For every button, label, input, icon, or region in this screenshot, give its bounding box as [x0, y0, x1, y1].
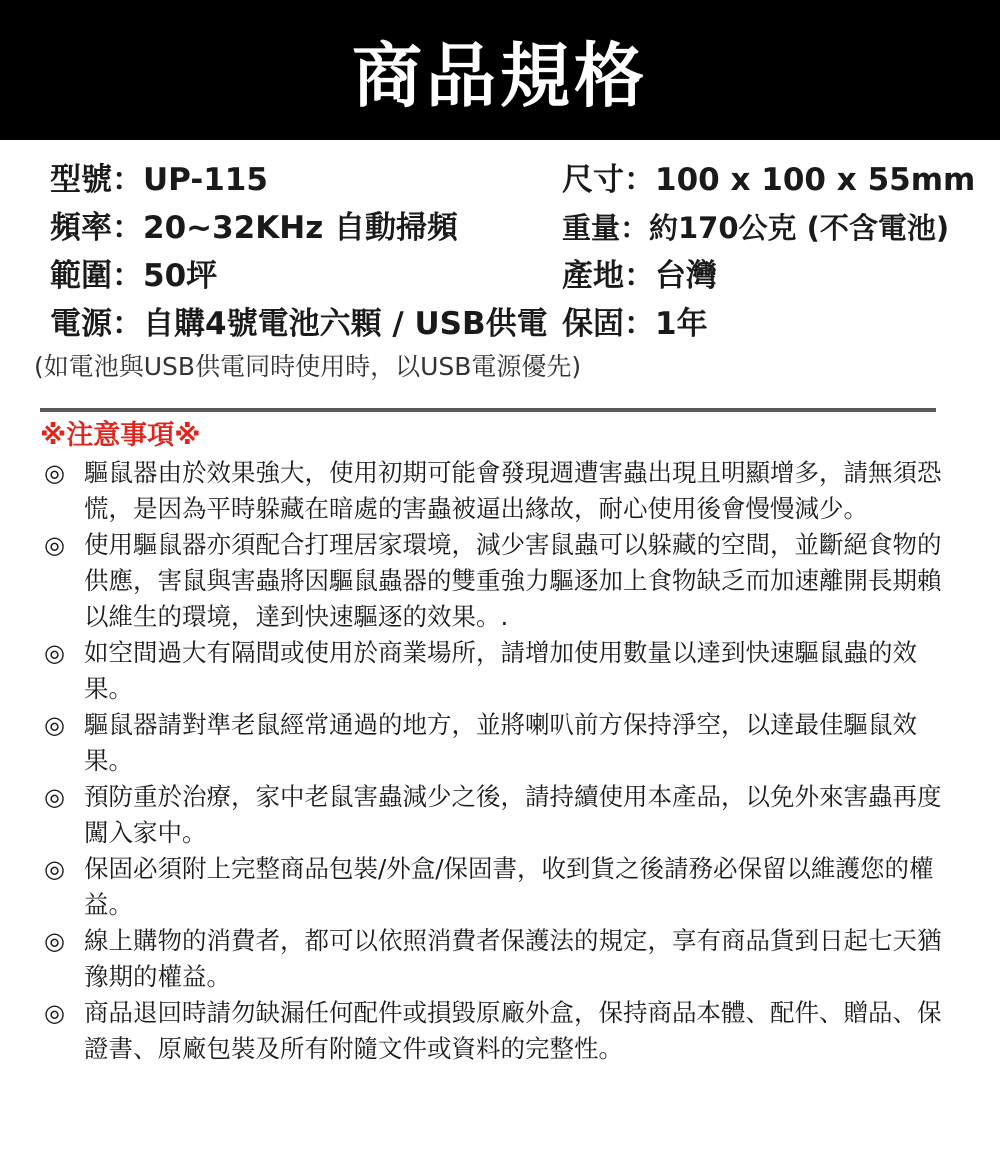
notice-item-text: 預防重於治療，家中老鼠害蟲減少之後，請持續使用本產品，以免外來害蟲再度闖入家中。 — [84, 782, 942, 847]
notice-title: ※注意事項※ — [40, 420, 201, 451]
bullet-icon: ◎ — [44, 459, 65, 487]
power-note: (如電池與USB供電同時使用時，以USB電源優先) — [34, 352, 582, 381]
bullet-icon: ◎ — [44, 639, 65, 667]
divider — [40, 408, 936, 412]
notice-item-text: 線上購物的消費者，都可以依照消費者保護法的規定，享有商品貨到日起七天猶豫期的權益。 — [84, 926, 942, 991]
notice-item — [44, 923, 964, 995]
spec-power: 電源：自購4號電池六顆 / USB供電 — [50, 306, 548, 342]
notice-item-text: 驅鼠器由於效果強大，使用初期可能會發現週遭害蟲出現且明顯增多，請無須恐慌，是因為平時躲藏在暗處的害蟲被逼出緣故，耐心使用後會慢慢減少。 — [84, 458, 942, 523]
notice-item-text: 驅鼠器請對準老鼠經常通過的地方，並將喇叭前方保持淨空，以達最佳驅鼠效果。 — [84, 710, 917, 775]
bullet-icon: ◎ — [44, 531, 65, 559]
spec-warranty: 保固：1年 — [562, 306, 708, 342]
notice-item-text: 商品退回時請勿缺漏任何配件或損毀原廠外盒，保持商品本體、配件、贈品、保證書、原廠包裝及所有附隨文件或資料的完整性。 — [84, 998, 942, 1063]
notice-item — [44, 851, 964, 923]
bullet-icon: ◎ — [44, 927, 65, 955]
bullet-icon: ◎ — [44, 783, 65, 811]
notice-item — [44, 455, 964, 527]
notice-item — [44, 995, 964, 1067]
bullet-icon: ◎ — [44, 999, 65, 1027]
notice-item — [44, 779, 964, 851]
spec-model: 型號：UP-115 — [50, 162, 268, 198]
notice-item — [44, 527, 964, 635]
spec-range: 範圍：50坪 — [50, 258, 218, 294]
spec-origin: 產地：台灣 — [562, 258, 717, 294]
spec-frequency: 頻率：20~32KHz 自動掃頻 — [50, 210, 459, 246]
page-title: 商品規格 — [352, 34, 648, 117]
bullet-icon: ◎ — [44, 711, 65, 739]
spec-weight: 重量：約170公克 (不含電池) — [562, 211, 950, 245]
notice-item-text: 如空間過大有隔間或使用於商業場所，請增加使用數量以達到快速驅鼠蟲的效果。 — [84, 638, 917, 703]
spec-size: 尺寸：100 x 100 x 55mm — [562, 162, 976, 198]
notice-item — [44, 707, 964, 779]
notice-item-text: 保固必須附上完整商品包裝/外盒/保固書，收到貨之後請務必保留以維護您的權益。 — [84, 854, 934, 919]
notice-list — [44, 455, 964, 1067]
notice-item-text: 使用驅鼠器亦須配合打理居家環境，減少害鼠蟲可以躲藏的空間，並斷絕食物的供應，害鼠與害蟲將因驅鼠蟲器的雙重強力驅逐加上食物缺乏而加速離開長期賴以維生的環境，達到快速驅逐的效果。. — [84, 530, 942, 631]
notice-item — [44, 635, 964, 707]
header-banner — [0, 0, 1000, 140]
bullet-icon: ◎ — [44, 855, 65, 883]
